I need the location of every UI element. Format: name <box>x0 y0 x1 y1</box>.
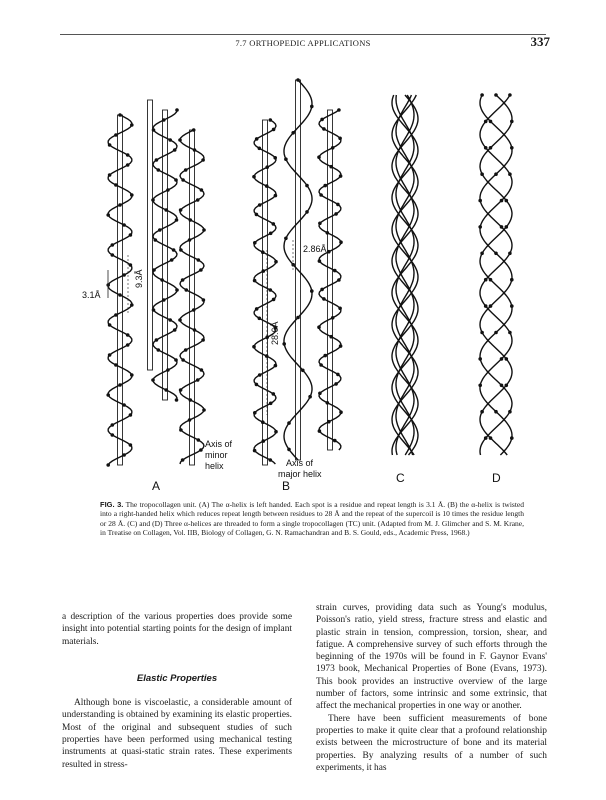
b-helix-2-residue <box>284 237 288 241</box>
a-helix-3-residue <box>160 278 164 282</box>
b-rod-1 <box>263 120 268 465</box>
b-residue-spacing-label: 2.86Å <box>303 244 327 254</box>
b-helix-1-residue <box>269 118 273 122</box>
a-helix-3-residue <box>168 138 172 142</box>
a-helix-3-residue <box>154 238 158 242</box>
b-helix-3-residue <box>336 373 340 377</box>
d-strand-1-residue <box>494 331 498 335</box>
b-helix-3-residue <box>329 165 333 169</box>
b-helix-1-residue <box>255 307 259 311</box>
panel-label-c: C <box>396 471 405 485</box>
a-residue-spacing-label: 3.1Å <box>82 290 101 300</box>
d-strand-3-residue <box>508 252 512 256</box>
d-strand-1-residue <box>510 120 514 124</box>
left-paragraph: Although bone is viscoelastic, a considerable amount of understanding is obtained by examining its elastic properties. Most of the original and subsequent studies of such properties have been performed using mechanical testing instruments at quasi-static strain rates. These experiments resulted in stress- <box>62 698 292 770</box>
a-axis-label-2: minor <box>205 450 228 460</box>
b-helix-1-residue <box>262 269 266 273</box>
a-helix-4-residue <box>197 438 201 442</box>
b-helix-2-residue <box>296 78 300 82</box>
b-helix-2-residue <box>291 131 295 135</box>
a-helix-4-residue <box>193 148 197 152</box>
b-helix-1-residue <box>261 420 265 424</box>
figure-caption <box>100 500 524 538</box>
d-strand-1-residue <box>508 410 512 414</box>
a-helix-1-residue <box>126 333 130 337</box>
a-helix-1-residue <box>129 263 133 267</box>
d-strand-3-residue <box>489 120 493 124</box>
b-helix-1-residue <box>272 222 276 226</box>
a-helix-1-residue <box>118 293 122 297</box>
a-helix-3-residue <box>157 348 161 352</box>
figure-annotations <box>82 240 501 493</box>
a-helix-1-residue <box>129 233 133 237</box>
b-helix-1-residue <box>253 279 257 283</box>
b-helix-1-residue <box>269 288 273 292</box>
a-helix-4-residue <box>181 358 185 362</box>
b-axis-label-2: major helix <box>278 469 322 479</box>
a-helix-1-residue <box>111 243 115 247</box>
panel-label-a: A <box>152 479 161 493</box>
a-rod-2 <box>148 100 153 370</box>
d-strand-3-residue <box>500 225 504 229</box>
b-helix-3-residue <box>317 325 321 329</box>
a-helix-3-residue <box>152 268 156 272</box>
b-helix-1-residue <box>255 383 259 387</box>
b-helix-1-residue <box>274 364 278 368</box>
d-strand-3-residue <box>494 410 498 414</box>
header-rule <box>60 34 546 35</box>
b-helix-3-residue <box>327 420 331 424</box>
a-helix-4-residue <box>179 208 183 212</box>
a-helix-3-residue <box>152 128 156 132</box>
b-helix-3-residue <box>333 269 337 273</box>
b-helix-1-residue <box>265 165 269 169</box>
a-helix-4-residue <box>189 218 193 222</box>
b-helix-1-residue <box>274 194 278 198</box>
a-helix-3-residue <box>172 248 176 252</box>
b-helix-1-residue <box>253 449 257 453</box>
a-helix-1-residue <box>108 143 112 147</box>
b-helix-1-residue <box>269 402 273 406</box>
d-strand-1-residue <box>480 172 484 176</box>
b-helix-1-residue <box>258 203 262 207</box>
b-helix-3-residue <box>323 354 327 358</box>
b-helix-1-residue <box>269 232 273 236</box>
a-helix-1-residue <box>118 203 122 207</box>
b-helix-3-residue <box>318 429 322 433</box>
a-helix-1-residue <box>114 183 118 187</box>
a-helix-4-residue <box>181 178 185 182</box>
d-strand-2-residue <box>494 252 498 256</box>
a-helix-1-residue <box>130 303 134 307</box>
a-helix-4-residue <box>200 188 204 192</box>
d-strand-3-residue <box>500 357 504 361</box>
a-helix-4-residue <box>192 308 196 312</box>
a-helix-4-residue <box>188 238 192 242</box>
a-helix-4-residue <box>178 318 182 322</box>
a-helix-1-residue <box>106 393 110 397</box>
b-helix-3-residue <box>326 231 330 235</box>
a-helix-4-residue <box>181 278 185 282</box>
right-paragraph-2: There have been sufficient measurements of bone properties to make it quite clear that a profound relationship exists between the microstructure of bone and its material properties. By analyzing results of a number of such experiments, it has <box>316 713 547 773</box>
d-strand-1-residue <box>480 252 484 256</box>
b-helix-1-residue <box>253 411 257 415</box>
helix-drawings <box>106 78 513 467</box>
a-helix-4-residue <box>199 448 203 452</box>
d-strand-2-residue <box>480 410 484 414</box>
b-helix-3-residue <box>318 222 322 226</box>
a-helix-4-residue <box>179 388 183 392</box>
a-helix-1-residue <box>126 153 130 157</box>
a-helix-1-residue <box>122 453 126 457</box>
b-helix-1-residue <box>252 345 256 349</box>
a-helix-4-residue <box>200 368 204 372</box>
d-strand-3-residue <box>484 278 488 282</box>
a-helix-4-residue <box>202 408 206 412</box>
b-helix-1-residue <box>261 250 265 254</box>
b-helix-3-residue <box>323 184 327 188</box>
a-helix-3-residue <box>151 378 155 382</box>
a-helix-1-residue <box>126 343 130 347</box>
d-strand-1-residue <box>505 225 509 229</box>
d-strand-3-residue <box>484 304 488 308</box>
d-strand-3-residue <box>478 199 482 203</box>
a-helix-3-residue <box>166 188 170 192</box>
a-helix-1-residue <box>111 433 115 437</box>
b-helix-3-residue <box>338 137 342 141</box>
d-strand-2-residue <box>508 172 512 176</box>
b-helix-1-residue <box>258 373 262 377</box>
d-strand-1-residue <box>484 436 488 440</box>
page-number: 337 <box>530 34 550 49</box>
b-helix-2-residue <box>287 421 291 425</box>
b-helix-3-residue <box>320 288 324 292</box>
a-helix-1-residue <box>122 273 126 277</box>
b-helix-2-residue <box>284 157 288 161</box>
b-helix-1-residue <box>265 184 269 188</box>
a-helix-3-residue <box>164 388 168 392</box>
b-repeat-label: 28.6Å <box>270 321 280 345</box>
a-helix-1-residue <box>122 223 126 227</box>
d-strand-2-residue <box>478 225 482 229</box>
b-helix-2-residue <box>301 369 305 373</box>
section-heading: Elastic Properties <box>136 672 218 684</box>
a-rod-3 <box>163 110 168 400</box>
b-helix-3-residue <box>322 297 326 301</box>
a-helix-3-residue <box>175 108 179 112</box>
a-helix-3-residue <box>175 398 179 402</box>
b-helix-2-residue <box>296 316 300 320</box>
a-helix-4-residue <box>192 128 196 132</box>
a-helix-3-residue <box>168 318 172 322</box>
tropocollagen-figure <box>60 70 540 495</box>
d-strand-1-residue <box>494 93 498 97</box>
d-strand-2-residue <box>489 436 493 440</box>
b-helix-3-residue <box>319 193 323 197</box>
d-strand-1-residue <box>489 278 493 282</box>
a-helix-3-residue <box>162 118 166 122</box>
a-helix-1-residue <box>108 173 112 177</box>
b-helix-3-residue <box>339 344 343 348</box>
a-helix-4-residue <box>197 258 201 262</box>
b-helix-3-residue <box>339 174 343 178</box>
b-helix-1-residue <box>272 298 276 302</box>
d-strand-3-residue <box>510 436 514 440</box>
a-helix-1-residue <box>111 253 115 257</box>
b-rod-3 <box>328 110 333 450</box>
b-helix-3-residue <box>334 382 338 386</box>
a-helix-3-residue <box>174 178 178 182</box>
b-helix-3-residue <box>331 146 335 150</box>
b-helix-2-residue <box>282 342 286 346</box>
b-helix-1-residue <box>272 392 276 396</box>
a-helix-3-residue <box>152 308 156 312</box>
right-paragraph-1: strain curves, providing data such as Young's modulus, Poisson's ratio, yield stress, fracture stress and elastic and plastic strain in tension, compression, torsion, shear, and fatigue. A comprehensive survey of such efforts through the beginning of the 1970s will be found in F. Gaynor Evans' 1973 book, Mechanical Properties of Bone (Evans, 1973). This book provides an instructive overview of the large number of factors, some intrinsic and some extrinsic, that affect the mechanical properties in one way or another. <box>316 603 547 712</box>
left-intro-paragraph: a description of the various properties does provide some insight into potential starting points for the design of implant materials. <box>62 612 292 647</box>
a-helix-1-residue <box>118 383 122 387</box>
a-helix-3-residue <box>175 218 179 222</box>
a-helix-3-residue <box>170 258 174 262</box>
d-strand-1-residue <box>478 357 482 361</box>
a-helix-3-residue <box>155 338 159 342</box>
d-strand-3-residue <box>494 172 498 176</box>
a-helix-1-residue <box>129 413 133 417</box>
a-helix-4-residue <box>178 138 182 142</box>
d-strand-2-residue <box>484 146 488 150</box>
b-helix-2-residue <box>308 395 312 399</box>
caption-label: FIG. 3. <box>100 500 124 509</box>
d-strand-2-residue <box>489 304 493 308</box>
a-axis-label-3: helix <box>205 461 224 471</box>
caption-text: The tropocollagen unit. (A) The α-helix is left handed. Each spot is a residue and repeat length is 3.1 Å. (B) the α-helix is twisted into a right-handed helix which reduces repeat length between residues to 28 Å and the repeat of the supercoil is 10 times the residue length or 28 Å. (C) and (D) Three α-helices are threaded to form a single tropocollagen (TC) unit. (Adapted from M. J. Glimcher and S. M. Krane, in Treatise on Collagen, Vol. IIB, Biology of Collagen, G. N. Ramachandran and B. S. Gould, eds., Academic Press, 1968.) <box>100 500 525 538</box>
a-repeat-label: 9.3Å <box>134 269 144 288</box>
left-column <box>62 611 292 771</box>
b-helix-3-residue <box>333 439 337 443</box>
b-helix-3-residue <box>334 212 338 216</box>
b-helix-3-residue <box>327 250 331 254</box>
panel-label-b: B <box>282 479 291 493</box>
b-helix-2-residue <box>305 210 309 214</box>
b-helix-3-residue <box>329 335 333 339</box>
a-helix-1-residue <box>108 323 112 327</box>
a-helix-1-residue <box>130 373 134 377</box>
d-strand-3-residue <box>480 93 484 97</box>
b-helix-2-residue <box>305 184 309 188</box>
a-helix-1-residue <box>126 163 130 167</box>
d-strand-3-residue <box>510 146 514 150</box>
d-strand-1-residue <box>510 304 514 308</box>
d-strand-2-residue <box>480 331 484 335</box>
a-helix-1-residue <box>108 353 112 357</box>
a-helix-4-residue <box>199 268 203 272</box>
a-helix-4-residue <box>201 338 205 342</box>
d-strand-3-residue <box>478 384 482 388</box>
b-helix-3-residue <box>337 278 341 282</box>
a-helix-3-residue <box>157 168 161 172</box>
a-helix-3-residue <box>173 148 177 152</box>
b-helix-1-residue <box>252 175 256 179</box>
b-helix-1-residue <box>274 260 278 264</box>
a-axis-label-1: Axis of <box>205 439 233 449</box>
a-helix-4-residue <box>196 198 200 202</box>
a-helix-4-residue <box>179 248 183 252</box>
a-helix-4-residue <box>184 168 188 172</box>
d-strand-1-residue <box>500 384 504 388</box>
b-helix-3-residue <box>317 155 321 159</box>
b-helix-3-residue <box>339 240 343 244</box>
a-helix-4-residue <box>184 348 188 352</box>
a-helix-1-residue <box>106 463 110 467</box>
a-helix-4-residue <box>189 398 193 402</box>
a-helix-4-residue <box>201 158 205 162</box>
b-helix-3-residue <box>322 127 326 131</box>
b-helix-3-residue <box>326 401 330 405</box>
a-helix-1-residue <box>129 443 133 447</box>
b-helix-1-residue <box>262 439 266 443</box>
panel-label-d: D <box>492 471 501 485</box>
d-strand-3-residue <box>508 331 512 335</box>
a-helix-4-residue <box>179 428 183 432</box>
b-helix-3-residue <box>331 316 335 320</box>
d-strand-2-residue <box>508 93 512 97</box>
running-head: 7.7 ORTHOPEDIC APPLICATIONS <box>235 38 371 48</box>
d-strand-1-residue <box>505 199 509 203</box>
a-helix-1-residue <box>130 193 134 197</box>
b-helix-3-residue <box>318 392 322 396</box>
d-strand-2-residue <box>505 357 509 361</box>
d-strand-2-residue <box>510 278 514 282</box>
a-helix-4-residue <box>193 328 197 332</box>
b-helix-3-residue <box>339 410 343 414</box>
a-helix-1-residue <box>114 363 118 367</box>
b-helix-1-residue <box>258 317 262 321</box>
a-helix-1-residue <box>118 113 122 117</box>
a-helix-1-residue <box>106 213 110 217</box>
a-helix-1-residue <box>122 403 126 407</box>
a-helix-3-residue <box>162 298 166 302</box>
b-helix-3-residue <box>337 108 341 112</box>
b-helix-1-residue <box>258 147 262 151</box>
d-strand-1-residue <box>489 146 493 150</box>
a-helix-4-residue <box>188 418 192 422</box>
a-helix-3-residue <box>173 328 177 332</box>
a-rod-4 <box>190 130 195 465</box>
a-helix-3-residue <box>155 158 159 162</box>
b-helix-2-residue <box>310 289 314 293</box>
d-strand-2-residue <box>484 120 488 124</box>
a-helix-1-residue <box>111 423 115 427</box>
right-column <box>316 602 547 774</box>
b-helix-1-residue <box>255 213 259 217</box>
d-strand-2-residue <box>505 384 509 388</box>
c-strand-inner-1 <box>396 95 414 455</box>
b-axis-label-1: Axis of <box>286 458 314 468</box>
a-helix-3-residue <box>164 208 168 212</box>
b-helix-1-residue <box>269 458 273 462</box>
b-helix-2-residue <box>310 105 314 109</box>
b-helix-2-residue <box>287 448 291 452</box>
b-helix-1-residue <box>273 156 277 160</box>
b-helix-3-residue <box>338 307 342 311</box>
a-helix-3-residue <box>175 288 179 292</box>
a-helix-4-residue <box>185 288 189 292</box>
a-helix-1-residue <box>114 313 118 317</box>
a-helix-3-residue <box>158 228 162 232</box>
b-helix-3-residue <box>319 363 323 367</box>
a-helix-4-residue <box>196 378 200 382</box>
b-helix-3-residue <box>318 259 322 263</box>
a-helix-1-residue <box>130 123 134 127</box>
a-helix-4-residue <box>202 228 206 232</box>
a-helix-3-residue <box>151 198 155 202</box>
a-helix-4-residue <box>202 298 206 302</box>
a-helix-4-residue <box>181 458 185 462</box>
b-helix-3-residue <box>320 118 324 122</box>
a-helix-1-residue <box>114 133 118 137</box>
b-helix-1-residue <box>274 430 278 434</box>
a-helix-3-residue <box>166 368 170 372</box>
d-strand-2-residue <box>500 199 504 203</box>
b-helix-3-residue <box>336 203 340 207</box>
b-helix-1-residue <box>253 241 257 245</box>
b-helix-1-residue <box>255 137 259 141</box>
a-helix-3-residue <box>174 358 178 362</box>
b-helix-1-residue <box>272 128 276 132</box>
